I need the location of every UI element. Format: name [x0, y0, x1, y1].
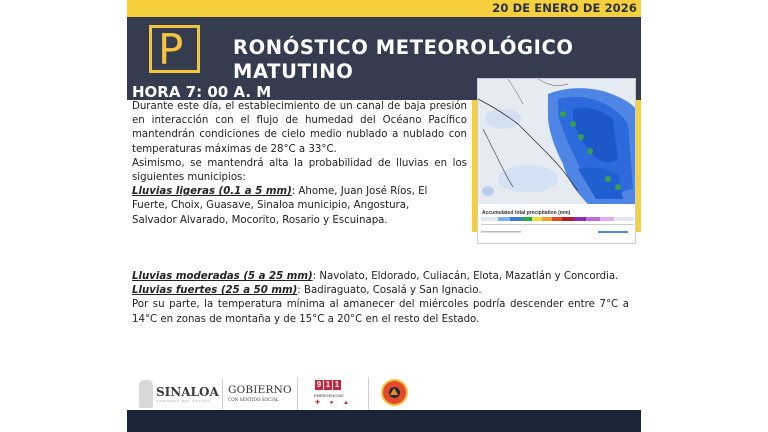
sinaloa-logo-text: SINALOA	[156, 385, 219, 399]
civil-protection-triangle-icon	[390, 388, 398, 395]
coat-of-arms-icon	[139, 380, 153, 408]
forecast-paragraph-2	[132, 270, 629, 327]
precipitation-map-graphic	[478, 79, 636, 244]
light-rain-text-2: Fuerte, Choix, Guasave, Sinaloa municipio, Angostura,	[132, 200, 410, 212]
forecast-paragraph-1	[132, 100, 467, 228]
logo-strip	[127, 374, 641, 410]
emergency-911-logo	[315, 380, 341, 390]
time-label: HORA 7: 00 A. M	[132, 83, 272, 101]
title-initial: P	[158, 25, 184, 74]
logo-divider	[222, 379, 223, 409]
date-bar	[127, 0, 641, 17]
light-rain-entry	[132, 185, 467, 199]
page-title-line1: RONÓSTICO METEOROLÓGICO	[233, 36, 574, 59]
e911-digit: 1	[334, 380, 340, 389]
precipitation-map	[477, 78, 636, 244]
forecast-rain-intro-text: Asimismo, se mantendrá alta la probabilidad de lluvias en los siguientes municipios:	[132, 157, 467, 184]
heavy-rain-label: Lluvias fuertes (25 a 50 mm)	[132, 285, 298, 297]
title-initial-box	[149, 25, 200, 73]
gobierno-logo-subtext: CON SENTIDO SOCIAL	[228, 397, 279, 402]
page-title-line2: MATUTINO	[233, 60, 354, 83]
emergency-icons: ✚ ● ▲	[315, 400, 353, 406]
gobierno-logo-text: GOBIERNO	[228, 384, 292, 396]
moderate-rain-label: Lluvias moderadas (5 a 25 mm)	[132, 271, 313, 282]
heavy-rain-entry	[132, 284, 629, 298]
min-temperature-text: Por su parte, la temperatura mínima al amanecer del miércoles podría descender entre 7°C a 14°C en zonas de montaña y de 15°C a 20°C en el resto del Estado.	[132, 299, 629, 325]
e911-subtext: EMERGENCIAS	[314, 393, 344, 398]
map-legend-title: Accumulated total precipitation (mm)	[482, 210, 571, 216]
light-rain-text-1: : Ahome, Juan José Ríos, El	[291, 186, 428, 198]
date-label: 20 DE ENERO DE 2026	[492, 1, 637, 15]
light-rain-text-3: Salvador Alvarado, Mocorito, Rosario y Escuinapa.	[132, 214, 388, 226]
e911-digit: 1	[325, 380, 331, 389]
logo-divider	[368, 377, 369, 411]
heavy-rain-text: : Badiraguato, Cosalá y San Ignacio.	[297, 285, 482, 297]
forecast-card	[127, 0, 641, 432]
e911-digit: 9	[316, 380, 322, 389]
moderate-rain-entry	[132, 270, 629, 284]
sinaloa-logo-subtext: GOBIERNO DEL ESTADO	[156, 399, 211, 403]
moderate-rain-text: : Navolato, Eldorado, Culiacán, Elota, Mazatlán y Concordia.	[312, 271, 619, 282]
forecast-intro-text: Durante este día, el establecimiento de un canal de baja presión en interacción con el flujo de humedad del Océano Pacífico mantendrán condiciones de cielo medio nublado a nublado con temperaturas máximas de 28°C a 33°C.	[132, 101, 467, 155]
accent-strip-right	[636, 100, 641, 232]
footer-bar	[127, 410, 641, 432]
light-rain-label: Lluvias ligeras (0.1 a 5 mm)	[132, 186, 292, 198]
logo-divider	[297, 377, 298, 411]
